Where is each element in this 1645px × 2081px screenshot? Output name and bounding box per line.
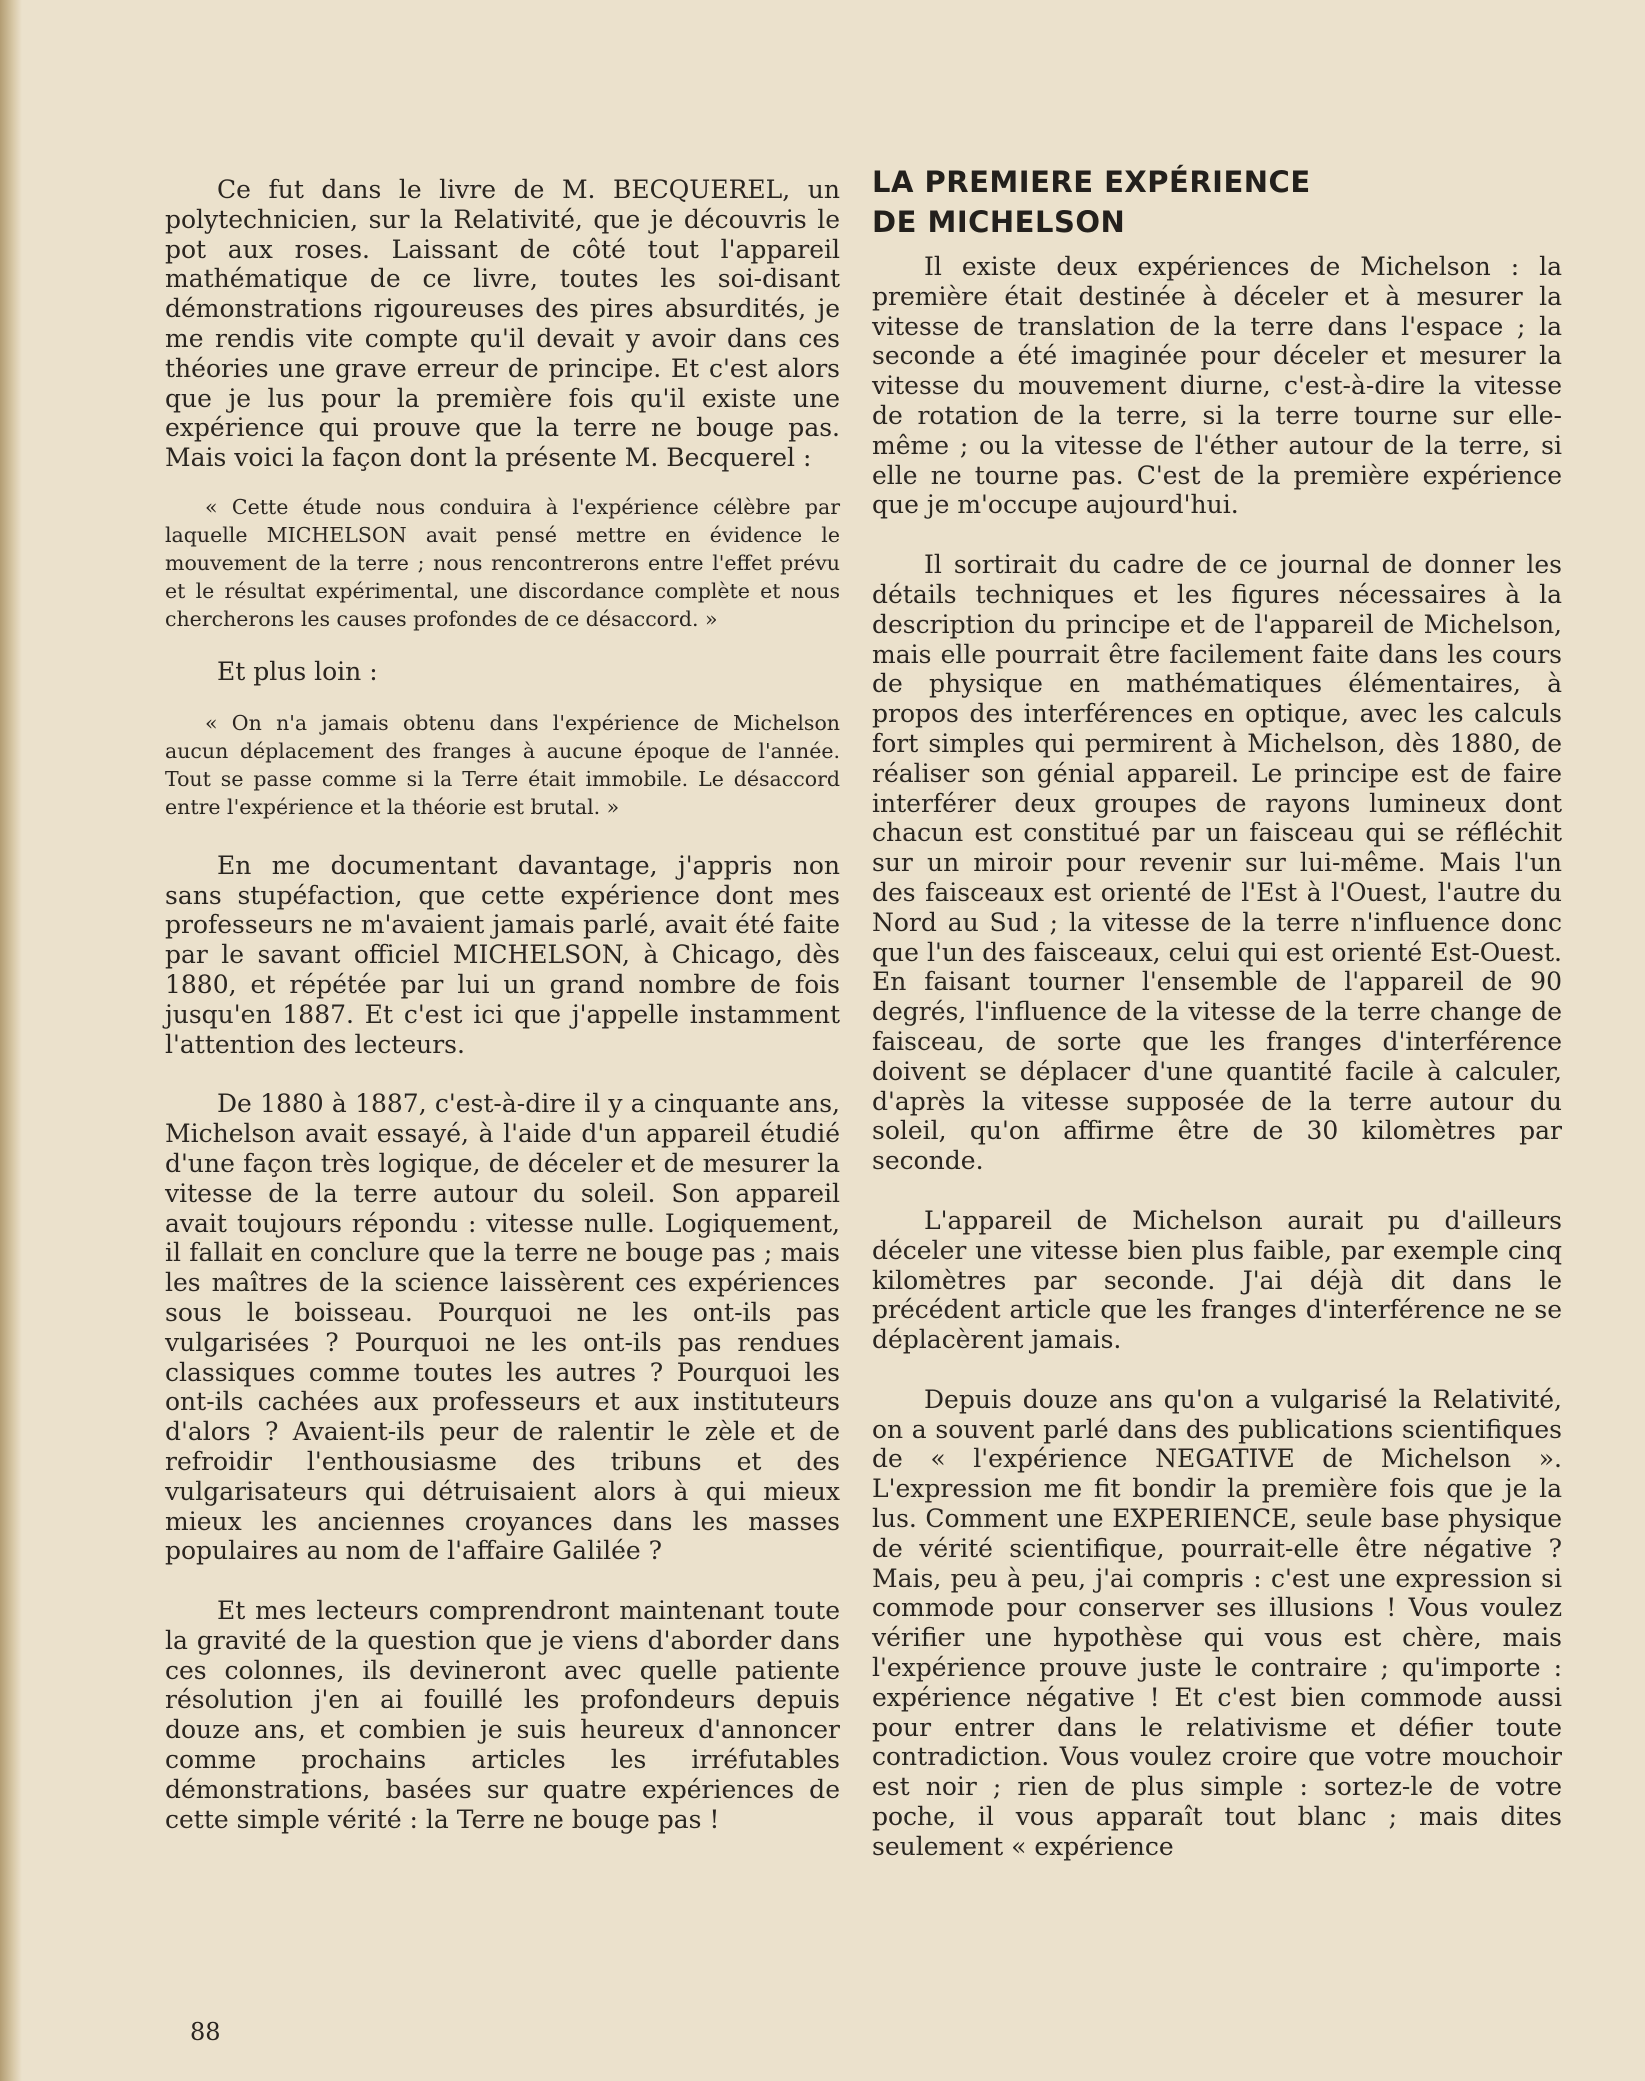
right-paragraph-2: Il sortirait du cadre de ce journal de donner les détails techniques et les figures nécessaires à la description du principe et de l'appareil de Michelson, mais elle pourrait être facilement faite dans les cours de physique en mathématiques élémentaires, à propos des interférences en optique, avec les calculs fort simples qui permirent à Michelson, dès 1880, de réaliser son génial appareil. Le principe est de faire interférer deux groupes de rayons lumineux dont chacun est constitué par un faisceau qui se réfléchit sur un miroir pour revenir sur lui-même. Mais l'un des faisceaux est orienté de l'Est à l'Ouest, l'autre du Nord au Sud ; la vitesse de la terre n'influence donc que l'un des faisceaux, celui qui est orienté Est-Ouest. En faisant tourner l'ensemble de l'appareil de 90 degrés, l'influence de la vitesse de la terre change de faisceau, de sorte que les franges d'interférence doivent se déplacer d'une quantité facile à calculer, d'après la vitesse supposée de la terre autour du soleil, qu'on affirme être de 30 kilomètres par seconde. [872, 550, 1562, 1176]
right-paragraph-3: L'appareil de Michelson aurait pu d'ailleurs déceler une vitesse bien plus faible, par exemple cinq kilomètres par seconde. J'ai déjà dit dans le précédent article que les franges d'interférence ne se déplacèrent jamais. [872, 1205, 1562, 1355]
left-paragraph-2: Et plus loin : [217, 656, 378, 686]
page-edge-shadow [0, 0, 22, 2081]
right-column [872, 162, 1562, 1862]
heading-line-1: LA PREMIERE EXPÉRIENCE [872, 165, 1311, 199]
right-paragraph-4: Depuis douze ans qu'on a vulgarisé la Relativité, on a souvent parlé dans des publications scientifiques de « l'expérience NEGATIVE de Michelson ». L'expression me fit bondir la première fois que je la lus. Comment une EXPERIENCE, seule base physique de vérité scientifique, pourrait-elle être négative ? Mais, peu à peu, j'ai compris : c'est une expression si commode pour conserver ses illusions ! Vous voulez vérifier une hypothèse qui vous est chère, mais l'expérience prouve juste le contraire ; qu'importe : expérience négative ! Et c'est bien commode aussi pour entrer dans le relativisme et défier toute contradiction. Vous voulez croire que votre mouchoir est noir ; rien de plus simple : sortez-le de votre poche, il vous apparaît tout blanc ; mais dites seulement « expérience [872, 1384, 1562, 1861]
left-paragraph-4: De 1880 à 1887, c'est-à-dire il y a cinquante ans, Michelson avait essayé, à l'aide d'un appareil étudié d'une façon très logique, de déceler et de mesurer la vitesse de la terre autour du soleil. Son appareil avait toujours répondu : vitesse nulle. Logiquement, il fallait en conclure que la terre ne bouge pas ; mais les maîtres de la science laissèrent ces expériences sous le boisseau. Pourquoi ne les ont-ils pas vulgarisées ? Pourquoi ne les ont-ils pas rendues classiques comme toutes les autres ? Pourquoi les ont-ils cachées aux professeurs et aux instituteurs d'alors ? Avaient-ils peur de ralentir le zèle et de refroidir l'enthousiasme des tribuns et des vulgarisateurs qui détruisaient alors à qui mieux mieux les anciennes croyances dans les masses populaires au nom de l'affaire Galilée ? [165, 1089, 840, 1566]
left-column [165, 175, 840, 1834]
heading-line-2: DE MICHELSON [872, 205, 1126, 239]
left-quote-2: « On n'a jamais obtenu dans l'expérience de Michelson aucun déplacement des franges à aucune époque de l'année. Tout se passe comme si la Terre était immobile. Le désaccord entre l'expérience et la théorie est brutal. » [165, 710, 840, 819]
left-paragraph-3: En me documentant davantage, j'appris non sans stupéfaction, que cette expérience dont mes professeurs ne m'avaient jamais parlé, avait été faite par le savant officiel MICHELSON, à Chicago, dès 1880, et répétée par lui un grand nombre de fois jusqu'en 1887. Et c'est ici que j'appelle instamment l'attention des lecteurs. [165, 850, 840, 1059]
section-heading [872, 162, 1562, 242]
left-quote-1: « Cette étude nous conduira à l'expérience célèbre par laquelle MICHELSON avait pensé mettre en évidence le mouvement de la terre ; nous rencontrerons entre l'effet prévu et le résultat expérimental, une discordance complète et nous chercherons les causes profondes de ce désaccord. » [165, 494, 840, 631]
left-paragraph-1: Ce fut dans le livre de M. BECQUEREL, un polytechnicien, sur la Relativité, que je découvris le pot aux roses. Laissant de côté tout l'appareil mathématique de ce livre, toutes les soi-disant démonstrations rigoureuses des pires absurdités, je me rendis vite compte qu'il devait y avoir dans ces théories une grave erreur de principe. Et c'est alors que je lus pour la première fois qu'il existe une expérience qui prouve que la terre ne bouge pas. Mais voici la façon dont la présente M. Becquerel : [165, 175, 840, 473]
page-number: 88 [190, 2018, 221, 2046]
right-paragraph-1: Il existe deux expériences de Michelson : la première était destinée à déceler et à mesurer la vitesse de translation de la terre dans l'espace ; la seconde a été imaginée pour déceler et mesurer la vitesse du mouvement diurne, c'est-à-dire la vitesse de rotation de la terre, si la terre tourne sur elle-même ; ou la vitesse de l'éther autour de la terre, si elle ne tourne pas. C'est de la première expérience que je m'occupe aujourd'hui. [872, 252, 1562, 520]
left-paragraph-5: Et mes lecteurs comprendront maintenant toute la gravité de la question que je viens d'aborder dans ces colonnes, ils devineront avec quelle patiente résolution j'en ai fouillé les profondeurs depuis douze ans, et combien je suis heureux d'annoncer comme prochains articles les irréfutables démonstrations, basées sur quatre expériences de cette simple vérité : la Terre ne bouge pas ! [165, 1596, 840, 1834]
